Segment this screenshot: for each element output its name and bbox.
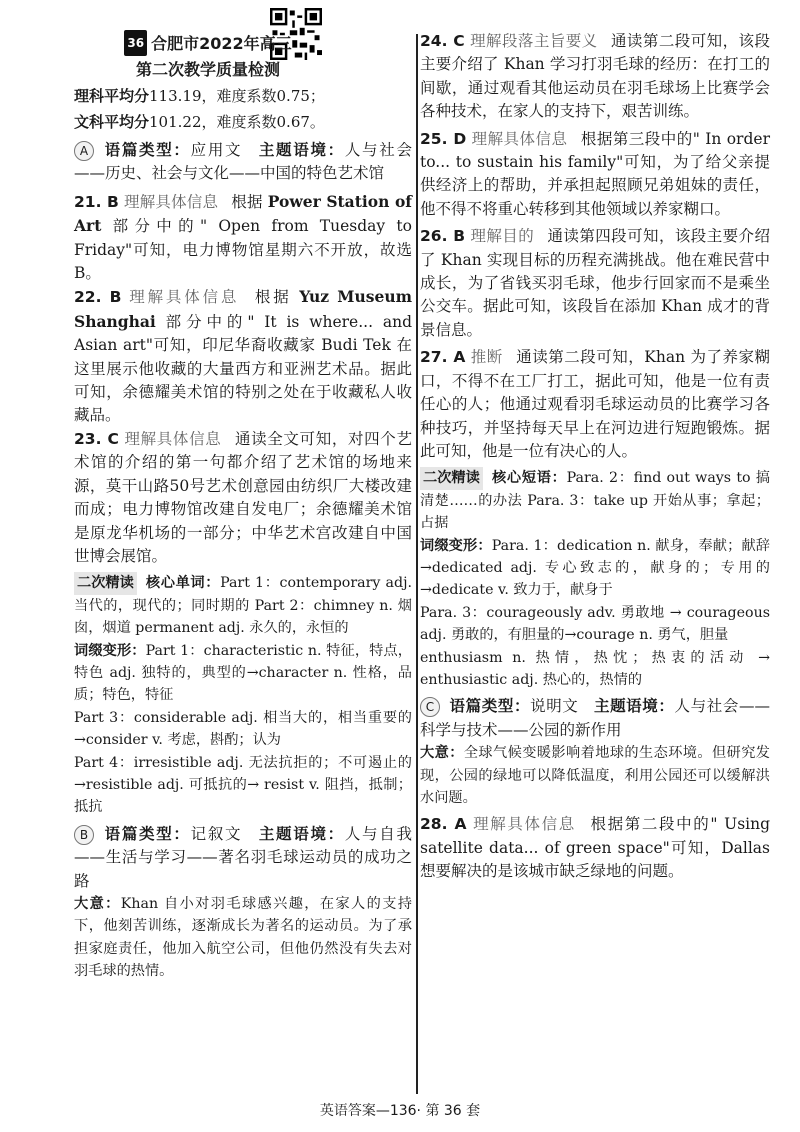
second-reading-tag: 二次精读 xyxy=(74,572,137,594)
passage-b-icon: B xyxy=(74,825,94,845)
review-b-affix-1: 词缀变形：Para. 1：dedication n. 献身，奉献；献辞→dedicated adj. 专心致志的，献身的；专用的→dedicate v. 致力于，献身于 xyxy=(420,537,770,599)
passage-a-info: A 语篇类型：应用文 主题语境：人与社会——历史、社会与文化——中国的特色艺术馆 xyxy=(74,141,412,183)
review-a-affix-1: 词缀变形：Part 1：characteristic n. 特征，特点，特色 adj. 独特的，典型的→character n. 性格，品质；特色，特征 xyxy=(74,642,412,704)
column-divider xyxy=(416,34,418,1094)
arts-stats: 文科平均分101.22，难度系数0.67。 xyxy=(74,113,325,131)
passage-b-info: B 语篇类型：记叙文 主题语境：人与自我——生活与学习——著名羽毛球运动员的成功之路 xyxy=(74,824,412,890)
passage-c-info: C 语篇类型：说明文 主题语境：人与社会——科学与技术——公园的新作用 xyxy=(420,697,770,739)
answer-27: 27. A 推断 通读第二段可知，Khan 为了养家糊口，不得不在工厂打工，据此可知，他是一位有责任心的人；他通过观看羽毛球运动员的比赛学习各种技巧，并坚持每天早上在河边进行短跑锻炼。据此可知，他是一位有决心的人。 xyxy=(420,348,770,460)
science-stats: 理科平均分113.19，难度系数0.75； xyxy=(74,87,325,105)
answer-25: 25. D 理解具体信息 根据第三段中的" In order to... to sustain his family"可知，为了给父亲提供经济上的帮助，并承担起照顾兄弟姐妹的责任，他不得不将重心转移到其他领域以养家糊口。 xyxy=(420,129,770,218)
review-b-phrases: 二次精读 核心短语：Para. 2：find out ways to 搞清楚……的办法 Para. 3：take up 开始从事；拿起；占据 xyxy=(420,467,770,534)
review-a-affix-3: Part 4：irresistible adj. 无法抗拒的；不可遏止的→resistible adj. 可抵抗的→ resist v. 阻挡，抵制；抵抗 xyxy=(74,754,412,816)
exam-title: 36 合肥市2022年高三 xyxy=(74,30,412,57)
passage-a-icon: A xyxy=(74,141,94,161)
second-reading-tag: 二次精读 xyxy=(420,467,483,489)
set-number-badge: 36 xyxy=(124,30,147,56)
passage-c-summary: 大意：全球气候变暖影响着地球的生态环境。但研究发现，公园的绿地可以降低温度，利用公园还可以缓解洪水问题。 xyxy=(420,745,770,806)
review-b-affix-2: Para. 3：courageously adv. 勇敢地 → courageous adj. 勇敢的，有胆量的→courage n. 勇气，胆量 xyxy=(420,604,770,644)
answer-28: 28. A 理解具体信息 根据第二段中的" Using satellite data... of green space"可知，Dallas 想要解决的是该城市缺乏绿地的问题。 xyxy=(420,815,771,881)
review-b-affix-3: enthusiasm n. 热情，热忱；热衷的活动 → enthusiastic adj. 热心的，热情的 xyxy=(420,649,770,688)
answer-21: 21. B 理解具体信息 根据 Power Station of Art 部分中的" Open from Tuesday to Friday"可知，电力博物馆星期六不开放，故选 B。 xyxy=(74,191,412,283)
answer-26: 26. B 理解目的 通读第四段可知，该段主要介绍了 Khan 实现目标的历程充满挑战。他在难民营中成长，为了省钱买羽毛球，他步行回家而不是乘坐公交车。据此可知，该段旨在添加 Khan 成才的背景信息。 xyxy=(420,227,770,339)
right-column xyxy=(420,30,770,884)
answer-22: 22. B 理解具体信息 根据 Yuz Museum Shanghai 部分中的" It is where... and Asian art"可知，印尼华裔收藏家 Budi Tek 在这里展示他收藏的大量西方和亚洲艺术品。据此可知，余德耀美术馆的特别之处在于收藏私人收藏品。 xyxy=(74,287,412,425)
answer-23: 23. C 理解具体信息 通读全文可知，对四个艺术馆的介绍的第一句都介绍了艺术馆的场地来源，莫干山路50号艺术创意园由纺织厂大楼改建而成；电力博物馆改建自发电厂；余德耀美术馆是原龙华机场的一部分；中华艺术宫改建自中国世博会展馆。 xyxy=(74,429,412,565)
page-footer: 英语答案—136· 第 36 套 xyxy=(319,1103,481,1119)
exam-subtitle: 第二次教学质量检测 xyxy=(135,60,280,79)
review-a-core: 二次精读 核心单词：Part 1：contemporary adj. 当代的，现代的；同时期的 Part 2：chimney n. 烟囱，烟道 permanent adj. 永久的，永恒的 xyxy=(74,572,412,639)
left-column xyxy=(74,30,412,983)
passage-b-summary: 大意：Khan 自小对羽毛球感兴趣，在家人的支持下，他刻苦训练，逐渐成长为著名的运动员。为了承担家庭责任，他加入航空公司，但他仍然没有失去对羽毛球的热情。 xyxy=(74,896,412,980)
answer-24: 24. C 理解段落主旨要义 通读第二段可知，该段主要介绍了 Khan 学习打羽毛球的经历：在打工的间歇，通过观看其他运动员在羽毛球场上比赛学会各种技术，在家人的支持下，艰苦训练。 xyxy=(420,32,770,121)
review-a-affix-2: Part 3：considerable adj. 相当大的，相当重要的→consider v. 考虑，斟酌；认为 xyxy=(74,709,412,749)
passage-c-icon: C xyxy=(420,697,440,717)
